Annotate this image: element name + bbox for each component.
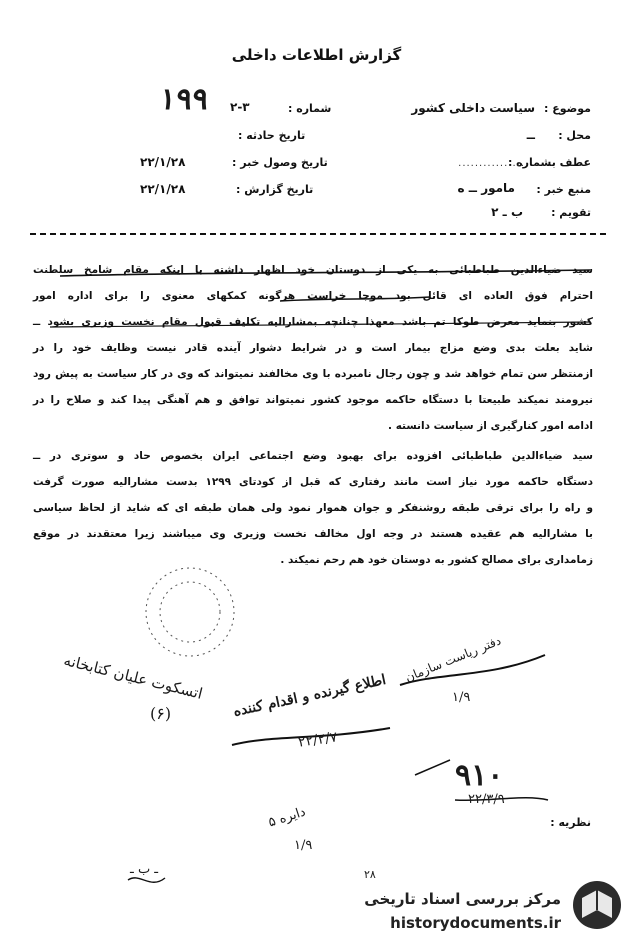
report-date-label: تاریخ گزارش : xyxy=(236,183,314,196)
handwritten-number: ۱۹۹ xyxy=(157,82,211,117)
page-title: گزارش اطلاعات داخلی xyxy=(231,46,402,64)
handwritten-ref-number: ۹۱۰ xyxy=(455,758,504,793)
received-date-value: ۲۲/۱/۲۸ xyxy=(140,155,186,169)
body-line: نیرومند نمیکند طبیعتا با دستگاه حاکمه موجود کشور نمیتواند توافق و هم آهنگی پیدا کند و صلاح را در xyxy=(33,394,593,406)
number-label: شماره : xyxy=(288,102,332,115)
right-signature: دفتر ریاست سازمان xyxy=(403,633,503,685)
received-date-label: تاریخ وصول خبر : xyxy=(232,156,328,169)
report-date-value: ۲۲/۱/۲۸ xyxy=(140,182,186,196)
source-label: منبع خبر : xyxy=(536,183,591,196)
body-line: شاید بعلت بدی وضع مزاج بیمار است و در شرایط دشوار آینده قادر نیست وظایف خود را در xyxy=(33,342,593,354)
body-line: زمامداری برای مصالح کشور به دوستان خود هم رحم نمیکند . xyxy=(280,554,593,566)
subject-label: موضوع : xyxy=(544,102,591,115)
comment-label: نظریه : xyxy=(550,816,591,829)
body-line: ادامه امور کنارگیری از سیاست دانسته . xyxy=(388,420,593,432)
source-value: مامور ــ ه xyxy=(457,181,515,195)
event-date-label: تاریخ حادثه : xyxy=(238,129,306,142)
related-number-label: عطف بشماره : xyxy=(507,156,591,169)
page-number: ۲۸ xyxy=(364,868,376,881)
subject-value: سیاست داخلی کشور xyxy=(411,101,535,115)
body-line: سید ضیاءالدین طباطبائی افزوده برای بهبود وضع اجتماعی ایران بخصوص حاد و سوتری در ــ xyxy=(33,450,593,462)
handwritten-ref-date: ۲۲/۳/۹ xyxy=(468,792,505,807)
body-line: احترام فوق العاده ای قائل بود موجا خراست هرگونه کمکهای معنوی را برای اداره امور xyxy=(33,290,593,302)
body-line: سید ضیاءالدین طباطبائی به یکی از دوستان خود اظهار داشته با اینکه مقام شامخ سلطنت xyxy=(33,264,593,276)
center-signature-date: ۲۲/۲/۷ xyxy=(297,729,339,751)
evaluation-value: ب ـ ۲ xyxy=(491,205,523,219)
left-annotation-number: (۶) xyxy=(150,704,172,723)
place-value: ــ xyxy=(526,128,535,142)
body-line: با مشارالیه هم عقیده هستند در وجه اول مخالف نخست وزیری وی میباشند زیرا معتقدند در موقع xyxy=(33,528,593,540)
archive-logo-icon xyxy=(573,881,621,929)
watermark-url: historydocuments.ir xyxy=(390,914,561,932)
center-signature: اطلاع گیرنده و اقدام کننده xyxy=(232,672,388,720)
related-number-dots: ................ xyxy=(458,158,525,169)
left-annotation: اتسکوت علیان کتابخانه xyxy=(61,651,205,703)
body-line: و راه را برای ترقی طبقه روشنفکر و جوان هموار نمود ولی همان طبقه ای که شاید از لحاظ سیاسی xyxy=(33,502,593,514)
body-line: ازمنتظر سن تمام خواهد شد و چون رجال نامبرده با وی مخالفند نمیتواند که وی در کار سیاست به پیش رود xyxy=(33,368,593,380)
watermark-title: مرکز بررسی اسناد تاریخی xyxy=(364,890,561,908)
body-line: دستگاه حاکمه مورد نیاز است مانند رفتاری که قبل از کودتای ۱۲۹۹ بدست مشارالیه صورت گرفت xyxy=(33,476,593,488)
body-line: کشور بنماید معرض طوکا تم باشد معهذا چنانچه بمشارالیه تکلیف قبول مقام نخست وزیری بشود ــ xyxy=(33,316,593,328)
bottom-mark: ـ ب ـ xyxy=(130,862,159,877)
archive-mark: دایره ۵ xyxy=(266,804,308,831)
place-label: محل : xyxy=(558,129,591,142)
evaluation-label: تقویم : xyxy=(551,206,591,219)
right-signature-number: ۱/۹ xyxy=(452,690,471,705)
number-value: ۲-۳ xyxy=(230,100,250,114)
archive-mark-number: ۱/۹ xyxy=(294,838,313,853)
